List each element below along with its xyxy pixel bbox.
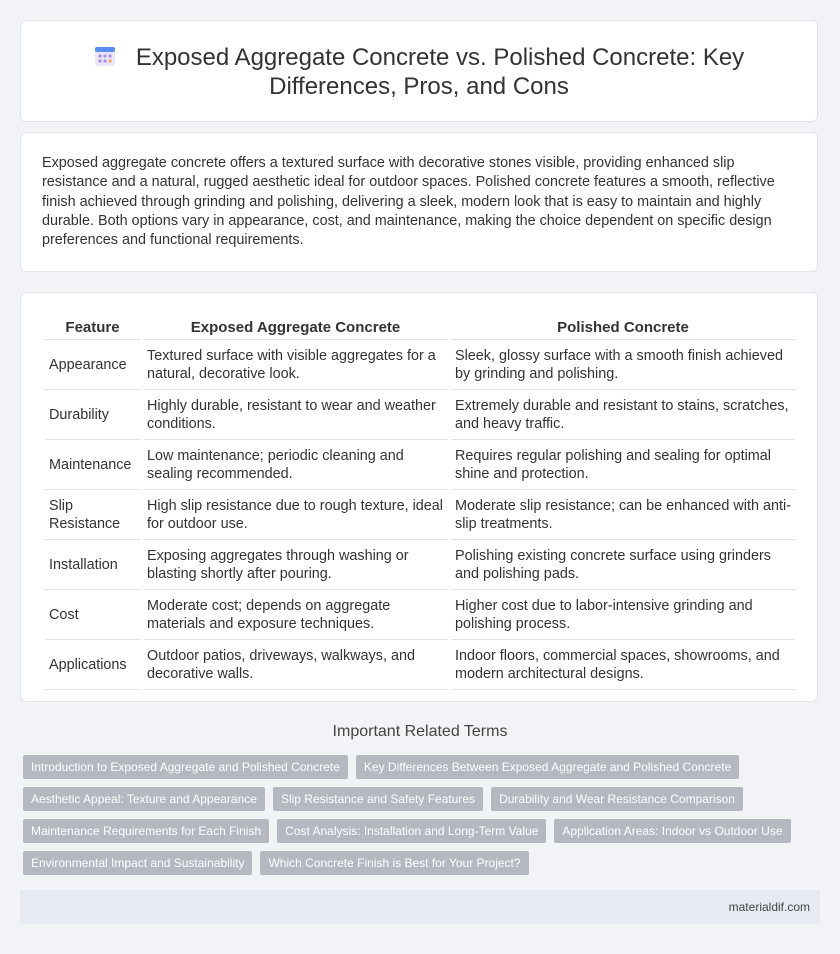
row-exposed: Low maintenance; periodic cleaning and sealing recommended.	[143, 442, 448, 490]
title-line-2: Differences, Pros, and Cons	[269, 73, 569, 100]
title-line-1: Exposed Aggregate Concrete vs. Polished Concrete: Key	[135, 44, 745, 71]
table-row	[45, 442, 795, 490]
row-exposed: Highly durable, resistant to wear and weather conditions.	[143, 392, 448, 440]
table-row	[45, 642, 795, 690]
row-exposed: Textured surface with visible aggregates for a natural, decorative look.	[143, 342, 448, 390]
title-card	[20, 20, 818, 122]
table-row	[45, 342, 795, 390]
row-polished: Sleek, glossy surface with a smooth finish achieved by grinding and polishing.	[451, 342, 795, 390]
tag-row	[23, 819, 823, 843]
row-feature: Appearance	[45, 342, 140, 390]
related-tag[interactable]: Introduction to Exposed Aggregate and Polished Concrete	[23, 755, 348, 779]
tag-row	[23, 755, 823, 779]
row-feature: Durability	[45, 392, 140, 440]
row-exposed: Exposing aggregates through washing or blasting shortly after pouring.	[143, 542, 448, 590]
related-tag[interactable]: Durability and Wear Resistance Comparison	[491, 787, 743, 811]
tag-row	[23, 787, 823, 811]
calendar-grid-icon	[94, 45, 116, 67]
related-tag[interactable]: Key Differences Between Exposed Aggregate and Polished Concrete	[356, 755, 739, 779]
intro-card	[20, 132, 818, 272]
comparison-card	[20, 292, 818, 702]
header-polished: Polished Concrete	[451, 316, 795, 340]
row-feature: Slip Resistance	[45, 492, 140, 540]
table-header-row	[45, 316, 795, 340]
header-exposed: Exposed Aggregate Concrete	[143, 316, 448, 340]
row-exposed: Outdoor patios, driveways, walkways, and decorative walls.	[143, 642, 448, 690]
related-tag[interactable]: Which Concrete Finish is Best for Your Project?	[260, 851, 528, 875]
row-feature: Maintenance	[45, 442, 140, 490]
related-terms-heading: Important Related Terms	[332, 723, 508, 740]
comparison-table	[42, 314, 798, 692]
row-polished: Extremely durable and resistant to stains, scratches, and heavy traffic.	[451, 392, 795, 440]
row-feature: Applications	[45, 642, 140, 690]
related-tag[interactable]: Application Areas: Indoor vs Outdoor Use	[554, 819, 790, 843]
intro-paragraph: Exposed aggregate concrete offers a textured surface with decorative stones visible, providing enhanced slip resistance and a natural, rugged aesthetic ideal for outdoor spaces. Polished concrete features a smooth, reflective finish achieved through grinding and polishing, delivering a sleek, modern look that is easy to maintain and highly durable. Both options vary in appearance, cost, and maintenance, making the choice dependent on specific design preferences and functional requirements.	[42, 155, 775, 249]
footer-site-link[interactable]: materialdif.com	[728, 900, 810, 914]
header-feature: Feature	[45, 316, 140, 340]
related-tag[interactable]: Slip Resistance and Safety Features	[273, 787, 483, 811]
related-tag[interactable]: Cost Analysis: Installation and Long-Term Value	[277, 819, 546, 843]
related-tag[interactable]: Environmental Impact and Sustainability	[23, 851, 252, 875]
footer	[20, 890, 820, 924]
row-feature: Cost	[45, 592, 140, 640]
table-row	[45, 492, 795, 540]
tag-row	[23, 851, 823, 875]
table-row	[45, 392, 795, 440]
table-row	[45, 542, 795, 590]
page-title	[21, 43, 817, 101]
row-feature: Installation	[45, 542, 140, 590]
related-tag[interactable]: Maintenance Requirements for Each Finish	[23, 819, 269, 843]
row-polished: Moderate slip resistance; can be enhanced with anti-slip treatments.	[451, 492, 795, 540]
row-polished: Indoor floors, commercial spaces, showrooms, and modern architectural designs.	[451, 642, 795, 690]
related-terms-tags	[23, 755, 823, 883]
row-polished: Requires regular polishing and sealing for optimal shine and protection.	[451, 442, 795, 490]
related-tag[interactable]: Aesthetic Appeal: Texture and Appearance	[23, 787, 265, 811]
row-polished: Higher cost due to labor-intensive grinding and polishing process.	[451, 592, 795, 640]
row-exposed: Moderate cost; depends on aggregate materials and exposure techniques.	[143, 592, 448, 640]
row-exposed: High slip resistance due to rough texture, ideal for outdoor use.	[143, 492, 448, 540]
row-polished: Polishing existing concrete surface using grinders and polishing pads.	[451, 542, 795, 590]
table-row	[45, 592, 795, 640]
